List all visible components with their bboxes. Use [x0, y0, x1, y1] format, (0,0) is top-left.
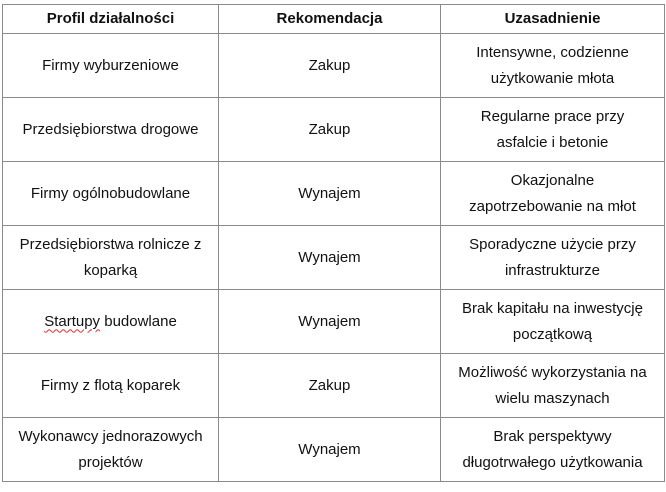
misspelled-word[interactable]: Startupy: [44, 312, 101, 330]
profile-cell: Firmy z flotą koparek: [3, 354, 219, 418]
reason-line: użytkowanie młota: [490, 69, 615, 87]
profile-line: koparką: [83, 261, 138, 279]
reason-line: Możliwość wykorzystania na: [458, 363, 647, 381]
header-reason: Uzasadnienie: [441, 5, 665, 34]
reason-cell: [441, 226, 665, 290]
recommendation-cell: Zakup: [219, 98, 441, 162]
table-row: [3, 34, 665, 98]
table-row: [3, 354, 665, 418]
reason-line: Regularne prace przy: [480, 107, 625, 125]
recommendation-cell: Wynajem: [219, 418, 441, 482]
reason-cell: [441, 418, 665, 482]
table-row: [3, 418, 665, 482]
reason-cell: [441, 162, 665, 226]
reason-line: infrastrukturze: [504, 261, 601, 279]
header-row: [3, 5, 665, 34]
recommendation-table: [2, 4, 665, 482]
profile-text: budowlane: [100, 312, 177, 330]
table-row: [3, 98, 665, 162]
reason-line: asfalcie i betonie: [496, 133, 609, 151]
recommendation-cell: Wynajem: [219, 290, 441, 354]
profile-cell: Firmy ogólnobudowlane: [3, 162, 219, 226]
profile-line: Przedsiębiorstwa rolnicze z: [19, 235, 202, 253]
recommendation-cell: Zakup: [219, 34, 441, 98]
reason-line: długotrwałego użytkowania: [462, 453, 643, 471]
reason-cell: [441, 34, 665, 98]
profile-cell: [3, 290, 219, 354]
profile-cell: Przedsiębiorstwa drogowe: [3, 98, 219, 162]
header-profile: Profil działalności: [3, 5, 219, 34]
profile-cell: Firmy wyburzeniowe: [3, 34, 219, 98]
reason-line: Brak perspektywy: [493, 427, 612, 445]
recommendation-cell: Wynajem: [219, 226, 441, 290]
profile-cell: [3, 226, 219, 290]
reason-line: początkową: [512, 325, 593, 343]
reason-line: Intensywne, codzienne: [476, 43, 629, 61]
recommendation-cell: Wynajem: [219, 162, 441, 226]
reason-cell: [441, 98, 665, 162]
profile-cell: [3, 418, 219, 482]
table-row: [3, 162, 665, 226]
reason-line: wielu maszynach: [495, 389, 610, 407]
reason-line: Okazjonalne: [510, 171, 595, 189]
table-row: [3, 290, 665, 354]
reason-line: Sporadyczne użycie przy: [469, 235, 636, 253]
header-recommendation: Rekomendacja: [219, 5, 441, 34]
reason-line: Brak kapitału na inwestycję: [462, 299, 643, 317]
table-row: [3, 226, 665, 290]
recommendation-cell: Zakup: [219, 354, 441, 418]
reason-cell: [441, 354, 665, 418]
reason-cell: [441, 290, 665, 354]
reason-line: zapotrzebowanie na młot: [469, 197, 636, 215]
profile-line: Wykonawcy jednorazowych: [18, 427, 203, 445]
profile-line: projektów: [78, 453, 143, 471]
